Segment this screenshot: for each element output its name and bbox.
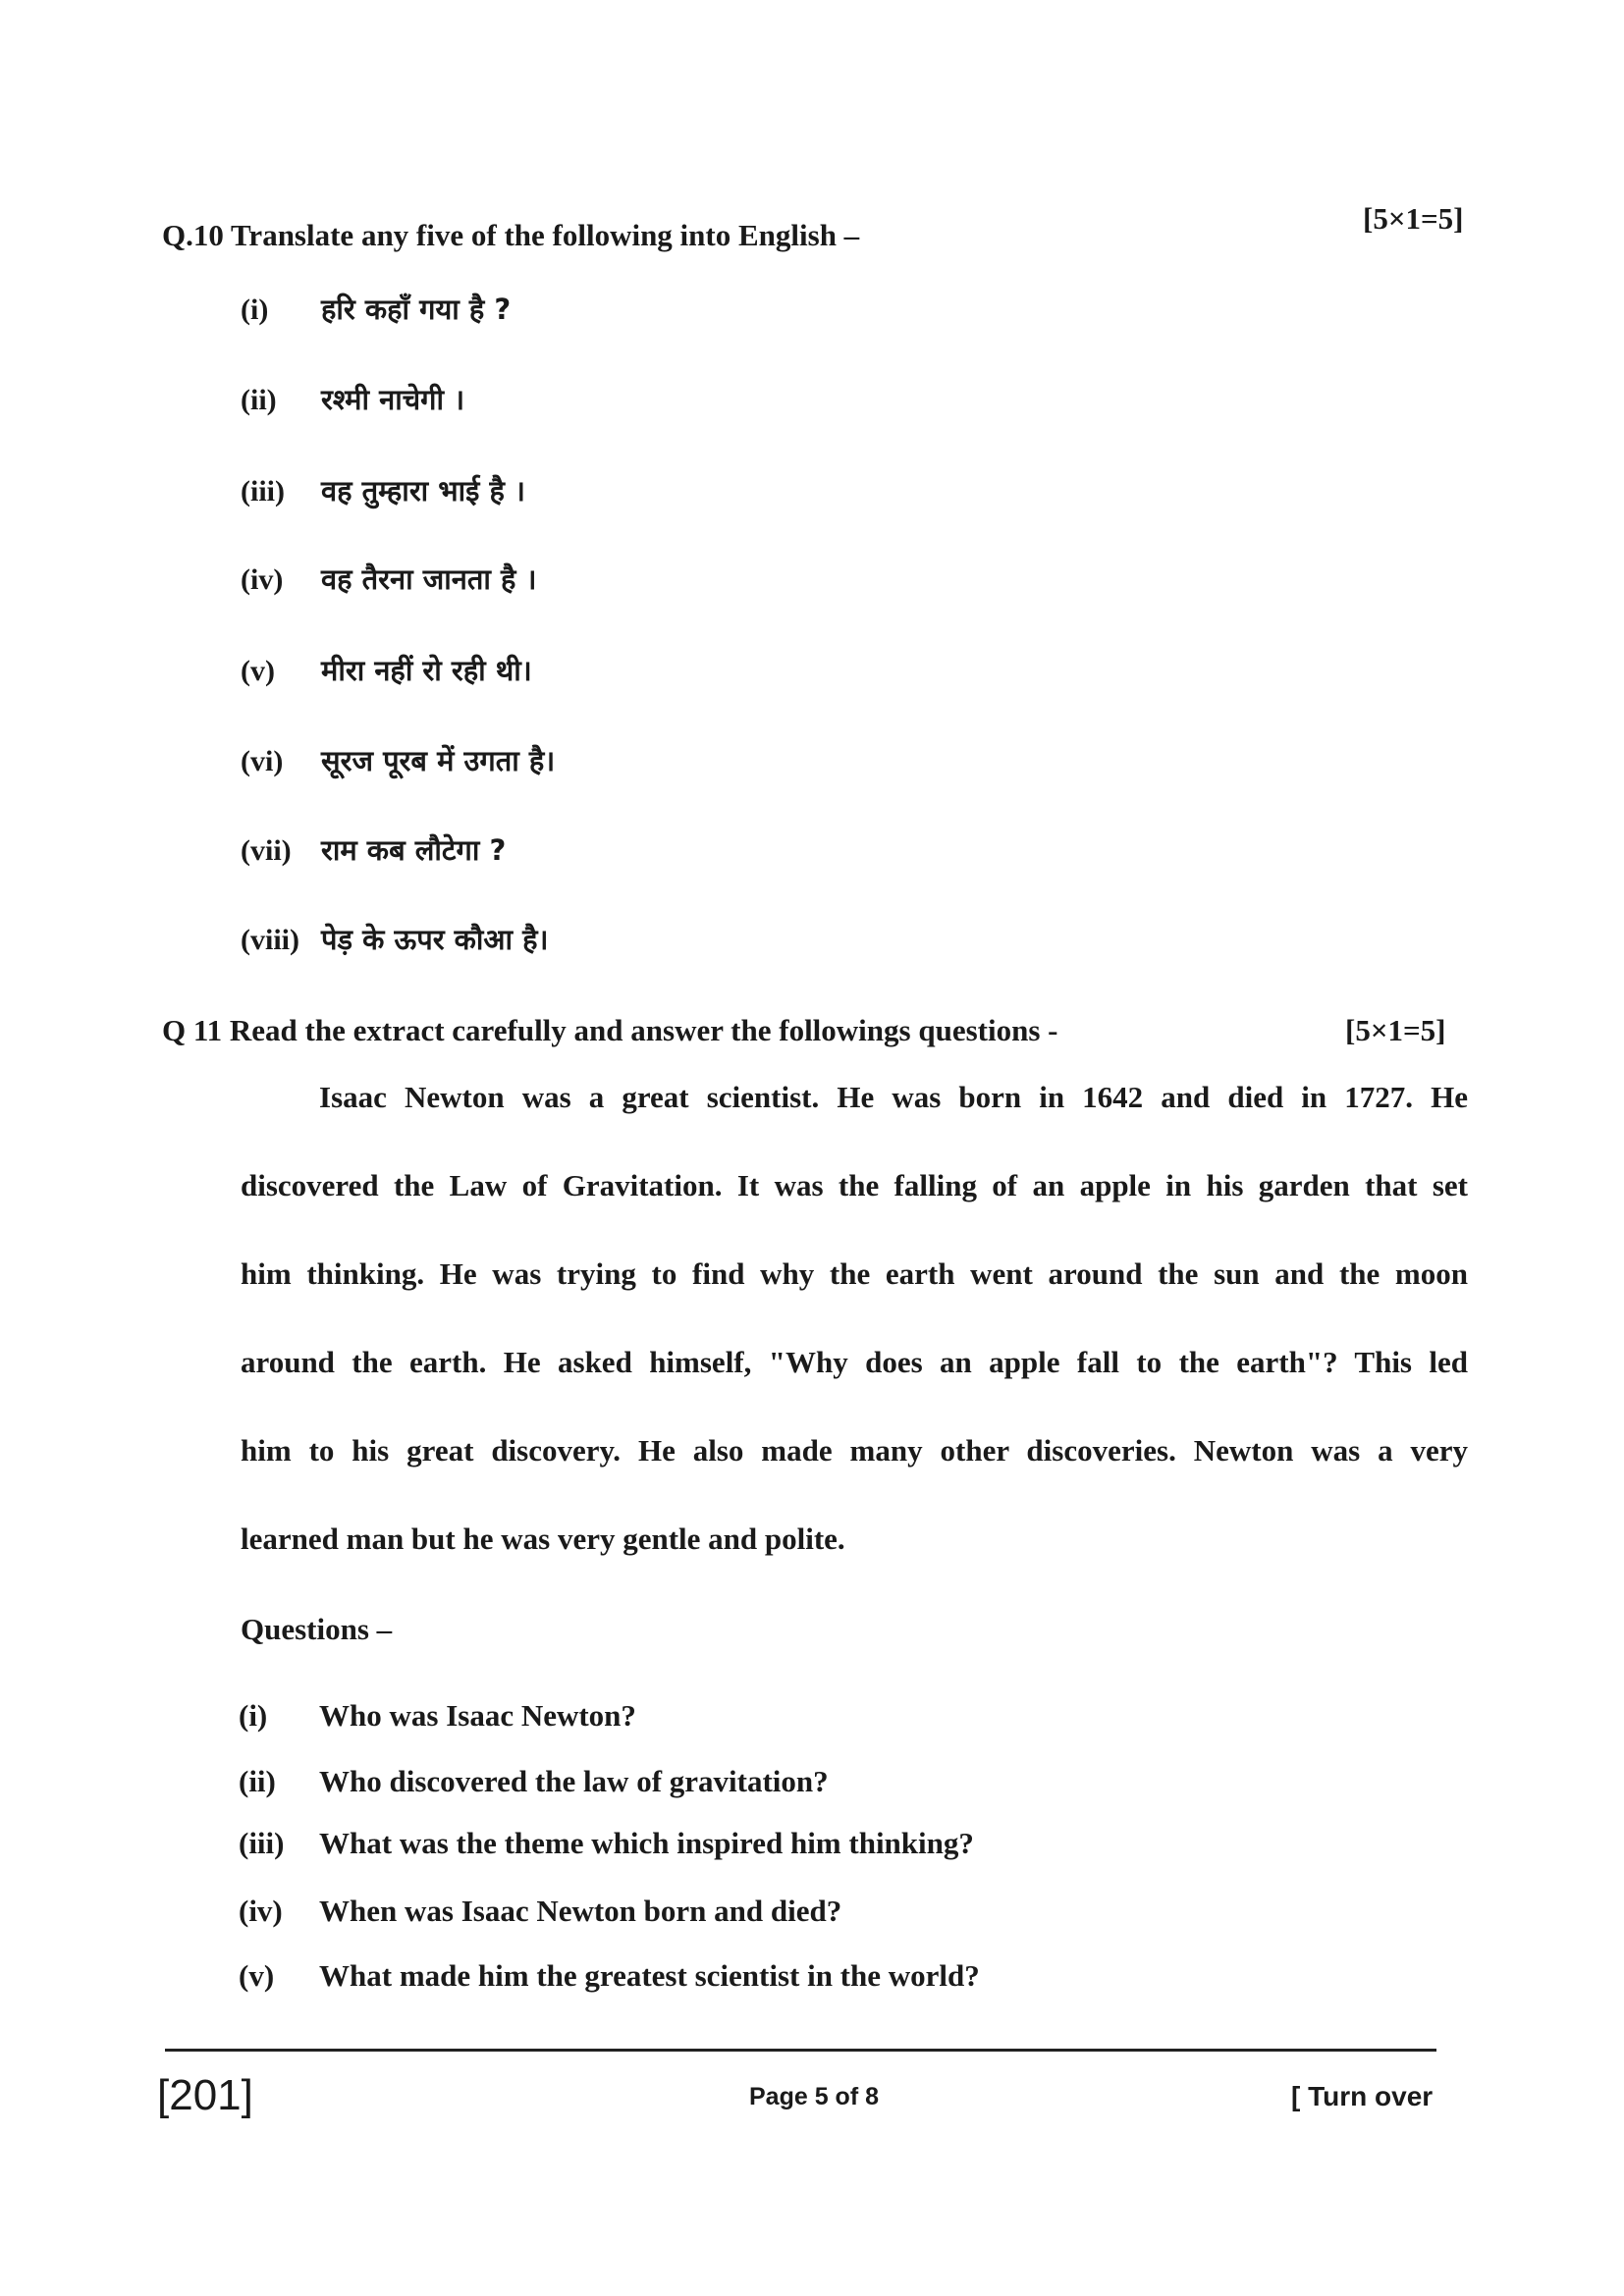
list-item — [241, 471, 525, 509]
list-item — [241, 290, 511, 328]
item-text: Who was Isaac Newton? — [319, 1698, 636, 1733]
item-text: वह तैरना जानता है । — [321, 562, 537, 596]
question-item — [239, 1764, 829, 1799]
question-item — [239, 1826, 974, 1861]
footer-divider — [165, 2049, 1436, 2052]
item-number: (iii) — [241, 475, 285, 507]
question-item — [239, 1958, 980, 1994]
paper-code: [201] — [157, 2071, 253, 2119]
list-item — [241, 830, 506, 869]
list-item — [241, 741, 555, 779]
item-text: सूरज पूरब में उगता है। — [321, 744, 556, 777]
questions-label: Questions – — [241, 1612, 393, 1646]
item-text: मीरा नहीं रो रही थी। — [321, 654, 532, 687]
item-number: (v) — [239, 1958, 275, 1993]
item-text: When was Isaac Newton born and died? — [319, 1894, 842, 1928]
q10-title: Q.10 Translate any five of the following into English – — [162, 218, 860, 252]
item-number: (viii) — [241, 924, 299, 956]
item-text: राम कब लौटेगा ? — [321, 833, 507, 867]
item-number: (ii) — [239, 1764, 276, 1798]
list-item — [241, 380, 464, 418]
list-item — [241, 560, 536, 598]
item-number: (i) — [241, 294, 269, 326]
q11-title: Q 11 Read the extract carefully and answer the followings questions - — [162, 1013, 1058, 1047]
item-number: (ii) — [241, 384, 277, 416]
question-item — [239, 1698, 636, 1734]
passage-line: him thinking. He was trying to find why the earth went around the sun and the moon — [241, 1256, 1468, 1291]
item-text: पेड़ के ऊपर कौआ है। — [321, 923, 549, 956]
item-number: (iii) — [239, 1826, 285, 1860]
item-text: What was the theme which inspired him thinking? — [319, 1826, 974, 1860]
turn-over: [ Turn over — [1291, 2081, 1434, 2111]
item-number: (iv) — [241, 563, 284, 596]
item-number: (v) — [241, 655, 275, 687]
item-text: हरि कहाँ गया है ? — [321, 293, 512, 326]
passage-line: Isaac Newton was a great scientist. He was born in 1642 and died in 1727. He — [319, 1080, 1468, 1114]
item-number: (vii) — [241, 834, 292, 867]
question-item — [239, 1894, 841, 1929]
item-number: (i) — [239, 1698, 268, 1733]
passage-line: him to his great discovery. He also made many other discoveries. Newton was a very — [241, 1433, 1468, 1468]
item-number: (iv) — [239, 1894, 283, 1928]
page-number: Page 5 of 8 — [749, 2083, 879, 2110]
item-text: What made him the greatest scientist in the world? — [319, 1958, 980, 1993]
list-item — [241, 651, 532, 689]
item-text: Who discovered the law of gravitation? — [319, 1764, 829, 1798]
item-text: वह तुम्हारा भाई है । — [321, 474, 526, 507]
passage-line: learned man but he was very gentle and polite. — [241, 1522, 845, 1556]
passage-line: discovered the Law of Gravitation. It was the falling of an apple in his garden that set — [241, 1168, 1468, 1202]
list-item — [241, 920, 549, 958]
passage-line: around the earth. He asked himself, "Why does an apple fall to the earth"? This led — [241, 1345, 1468, 1379]
item-text: रश्मी नाचेगी । — [321, 383, 465, 416]
q11-marks: [5×1=5] — [1345, 1013, 1446, 1047]
item-number: (vi) — [241, 745, 284, 777]
q10-marks: [5×1=5] — [1363, 201, 1464, 236]
